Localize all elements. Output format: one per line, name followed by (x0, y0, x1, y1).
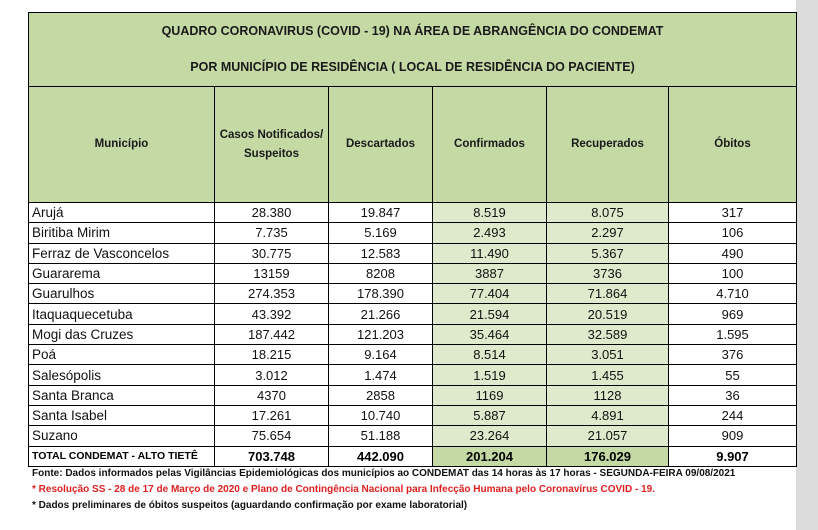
footnotes (32, 466, 802, 514)
cell-confirmados: 11.490 (433, 243, 547, 263)
title-row-2 (29, 49, 797, 87)
cell-descartados: 178.390 (329, 284, 433, 304)
header-confirmados: Confirmados (433, 87, 547, 203)
cell-descartados: 12.583 (329, 243, 433, 263)
cell-descartados: 21.266 (329, 304, 433, 324)
table-row (29, 243, 797, 263)
cell-recuperados: 3736 (547, 263, 669, 283)
cell-confirmados: 5.887 (433, 405, 547, 425)
table-row (29, 385, 797, 405)
cell-obitos: 317 (669, 203, 797, 223)
cell-municipio: Poá (29, 345, 215, 365)
cell-casos: 18.215 (215, 345, 329, 365)
page-edge (796, 0, 818, 530)
header-obitos: Óbitos (669, 87, 797, 203)
cell-casos: 274.353 (215, 284, 329, 304)
table-row (29, 365, 797, 385)
source-note: Fonte: Dados informados pelas Vigilâncias Epidemiológicas dos municípios ao CONDEMAT das 14 horas às 17 horas - SEGUNDA-FEIRA 09/08/2021 (32, 468, 736, 479)
cell-descartados: 51.188 (329, 426, 433, 446)
total-casos: 703.748 (215, 446, 329, 466)
cell-municipio: Ferraz de Vasconcelos (29, 243, 215, 263)
cell-confirmados: 35.464 (433, 324, 547, 344)
table-row (29, 324, 797, 344)
table-row (29, 223, 797, 243)
resolution-note: * Resolução SS - 28 de 17 de Março de 2020 e Plano de Contingência Nacional para Infecção Humana pelo Coronavírus COVID - 19. (32, 484, 655, 495)
cell-obitos: 100 (669, 263, 797, 283)
cell-obitos: 244 (669, 405, 797, 425)
cell-obitos: 490 (669, 243, 797, 263)
cell-municipio: Biritiba Mirim (29, 223, 215, 243)
cell-obitos: 1.595 (669, 324, 797, 344)
cell-recuperados: 4.891 (547, 405, 669, 425)
cell-recuperados: 1128 (547, 385, 669, 405)
header-municipio: Município (29, 87, 215, 203)
cell-confirmados: 23.264 (433, 426, 547, 446)
title-row-1 (29, 13, 797, 49)
cell-casos: 4370 (215, 385, 329, 405)
header-casos-line-2: Suspeitos (244, 147, 299, 160)
total-confirmados: 201.204 (433, 446, 547, 466)
cell-recuperados: 71.864 (547, 284, 669, 304)
cell-municipio: Guarulhos (29, 284, 215, 304)
cell-descartados: 8208 (329, 263, 433, 283)
cell-casos: 3.012 (215, 365, 329, 385)
cell-obitos: 969 (669, 304, 797, 324)
cell-casos: 7.735 (215, 223, 329, 243)
cell-confirmados: 1.519 (433, 365, 547, 385)
table-row (29, 203, 797, 223)
header-recuperados: Recuperados (547, 87, 669, 203)
total-row (29, 446, 797, 466)
cell-casos: 187.442 (215, 324, 329, 344)
total-descartados: 442.090 (329, 446, 433, 466)
header-descartados: Descartados (329, 87, 433, 203)
cell-recuperados: 3.051 (547, 345, 669, 365)
covid-table (28, 12, 797, 467)
cell-descartados: 5.169 (329, 223, 433, 243)
cell-municipio: Salesópolis (29, 365, 215, 385)
cell-confirmados: 8.514 (433, 345, 547, 365)
cell-obitos: 55 (669, 365, 797, 385)
cell-municipio: Santa Isabel (29, 405, 215, 425)
cell-descartados: 121.203 (329, 324, 433, 344)
cell-descartados: 2858 (329, 385, 433, 405)
cell-descartados: 10.740 (329, 405, 433, 425)
cell-municipio: Itaquaquecetuba (29, 304, 215, 324)
cell-recuperados: 21.057 (547, 426, 669, 446)
cell-confirmados: 2.493 (433, 223, 547, 243)
cell-descartados: 1.474 (329, 365, 433, 385)
cell-confirmados: 77.404 (433, 284, 547, 304)
total-obitos: 9.907 (669, 446, 797, 466)
header-casos (215, 87, 329, 203)
cell-municipio: Mogi das Cruzes (29, 324, 215, 344)
cell-casos: 17.261 (215, 405, 329, 425)
cell-recuperados: 20.519 (547, 304, 669, 324)
cell-casos: 13159 (215, 263, 329, 283)
cell-casos: 28.380 (215, 203, 329, 223)
cell-confirmados: 8.519 (433, 203, 547, 223)
cell-descartados: 9.164 (329, 345, 433, 365)
table-title-line-2: POR MUNICÍPIO DE RESIDÊNCIA ( LOCAL DE RESIDÊNCIA DO PACIENTE) (29, 49, 797, 87)
table-row (29, 284, 797, 304)
cell-municipio: Suzano (29, 426, 215, 446)
cell-recuperados: 5.367 (547, 243, 669, 263)
cell-municipio: Santa Branca (29, 385, 215, 405)
table-row (29, 405, 797, 425)
cell-obitos: 36 (669, 385, 797, 405)
column-header-row (29, 87, 797, 203)
cell-recuperados: 8.075 (547, 203, 669, 223)
cell-municipio: Guararema (29, 263, 215, 283)
cell-recuperados: 2.297 (547, 223, 669, 243)
cell-casos: 75.654 (215, 426, 329, 446)
cell-recuperados: 1.455 (547, 365, 669, 385)
cell-casos: 30.775 (215, 243, 329, 263)
table-row (29, 304, 797, 324)
total-label: TOTAL CONDEMAT - ALTO TIETÊ (29, 446, 215, 466)
cell-confirmados: 3887 (433, 263, 547, 283)
header-casos-line-1: Casos Notificados/ (219, 128, 324, 141)
cell-obitos: 909 (669, 426, 797, 446)
cell-confirmados: 21.594 (433, 304, 547, 324)
table-row (29, 345, 797, 365)
preliminary-note: * Dados preliminares de óbitos suspeitos (aguardando confirmação por exame laboratorial) (32, 500, 468, 511)
cell-descartados: 19.847 (329, 203, 433, 223)
total-recuperados: 176.029 (547, 446, 669, 466)
cell-obitos: 376 (669, 345, 797, 365)
table-title-line-1: QUADRO CORONAVIRUS (COVID - 19) NA ÁREA DE ABRANGÊNCIA DO CONDEMAT (29, 13, 797, 49)
cell-municipio: Arujá (29, 203, 215, 223)
cell-confirmados: 1169 (433, 385, 547, 405)
cell-recuperados: 32.589 (547, 324, 669, 344)
table-row (29, 263, 797, 283)
cell-obitos: 106 (669, 223, 797, 243)
cell-obitos: 4.710 (669, 284, 797, 304)
table-row (29, 426, 797, 446)
cell-casos: 43.392 (215, 304, 329, 324)
